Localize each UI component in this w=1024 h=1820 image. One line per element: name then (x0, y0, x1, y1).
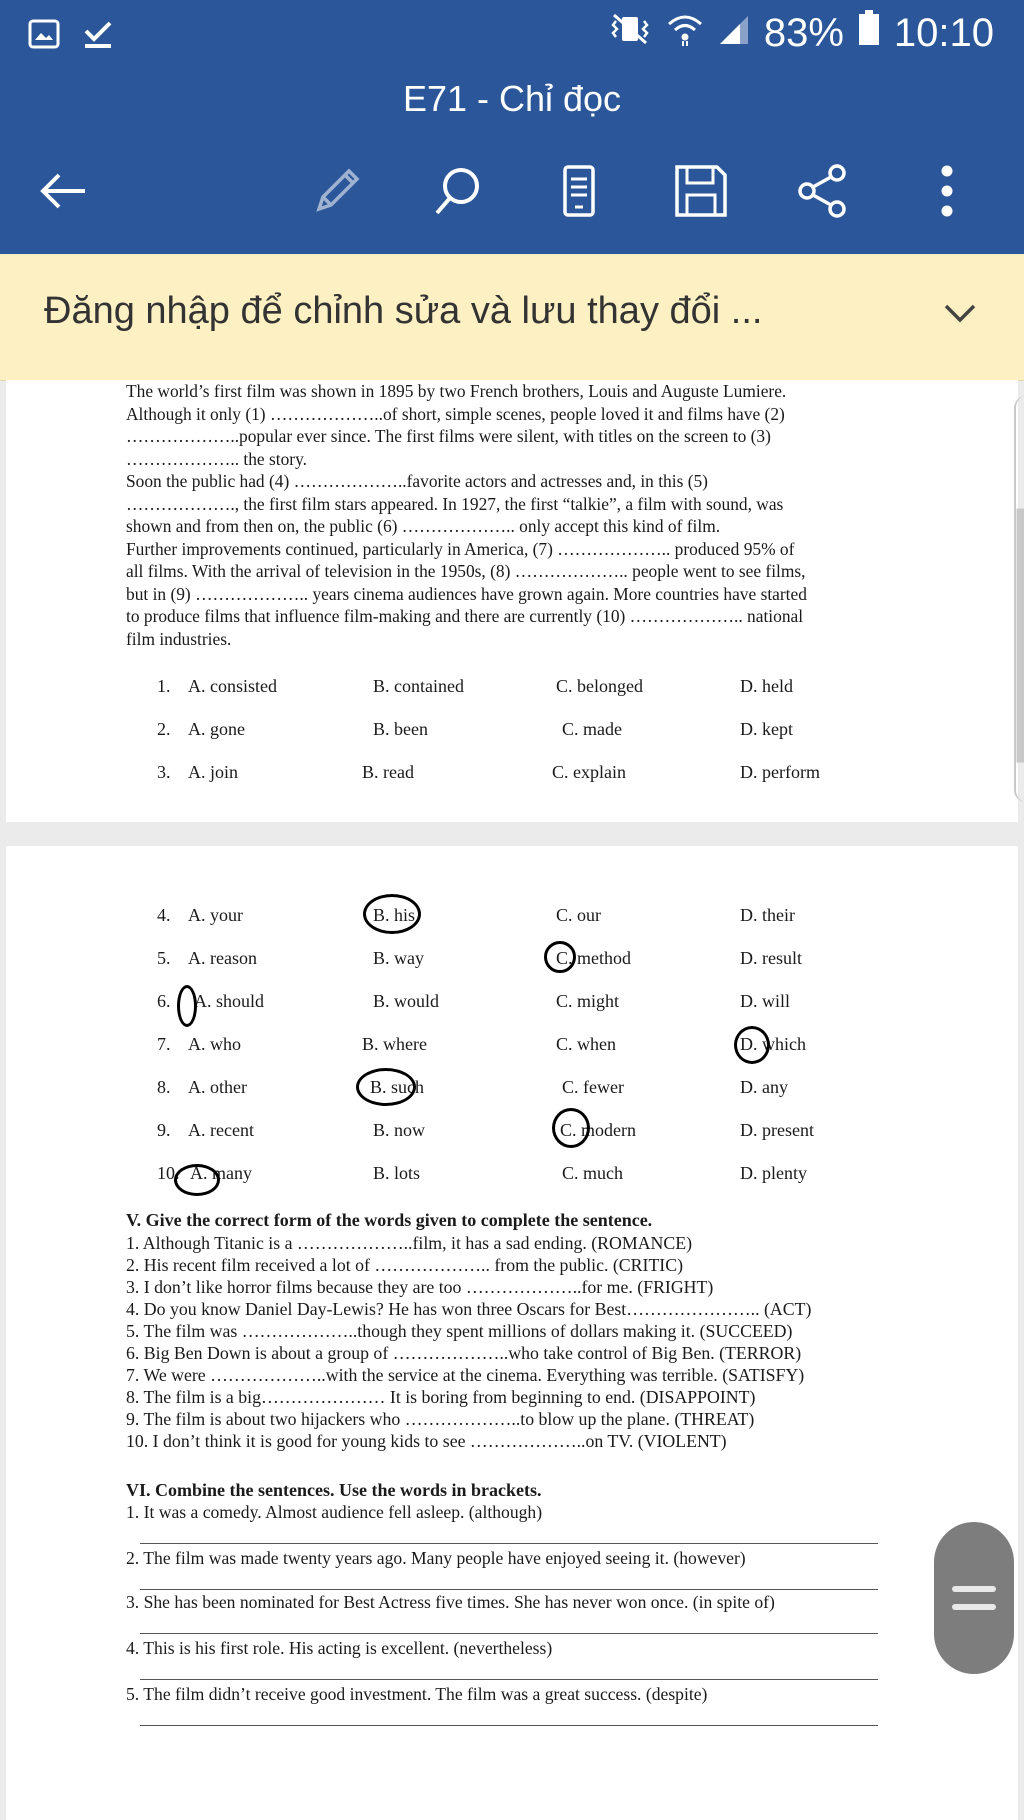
document-page-1 (6, 380, 1018, 822)
option-a: A. recent (188, 1120, 254, 1140)
signal-icon (718, 11, 750, 56)
passage-line: The world’s first film was shown in 1895 by two French brothers, Louis and Auguste Lumiere. (126, 381, 787, 401)
option-d: D. any (740, 1077, 788, 1097)
exercise-item: 6. Big Ben Down is about a group of ………………..who take control of Big Ben. (TERROR) (126, 1343, 802, 1363)
answer-circle-mark (552, 1108, 590, 1148)
document-title: E71 - Chỉ đọc (402, 78, 622, 119)
option-d: D. will (740, 991, 791, 1011)
exercise-item: 2. The film was made twenty years ago. Many people have enjoyed seeing it. (however) (126, 1548, 746, 1568)
option-c: C. modern (560, 1120, 636, 1140)
passage-line: ………………..popular ever since. The first films were silent, with titles on the screen to (3) (126, 426, 771, 446)
section-heading: VI. Combine the sentences. Use the words in brackets. (126, 1480, 542, 1500)
option-b: B. where (362, 1034, 427, 1054)
back-arrow-icon[interactable] (30, 158, 96, 224)
battery-percent: 83% (763, 10, 844, 55)
answer-line (140, 1725, 878, 1726)
image-icon (28, 18, 60, 54)
option-d: D. plenty (740, 1163, 807, 1183)
option-c: C. might (556, 991, 620, 1011)
question-number: 8. (157, 1077, 171, 1097)
option-d: D. kept (740, 719, 793, 739)
exercise-item: 5. The film was ………………..though they spent millions of dollars making it. (SUCCEED) (126, 1321, 793, 1341)
search-icon[interactable] (424, 158, 490, 224)
question-number: 3. (157, 762, 171, 782)
passage-line: film industries. (126, 628, 232, 649)
option-d: D. held (740, 676, 793, 696)
exercise-item: 1. It was a comedy. Almost audience fell asleep. (although) (126, 1502, 543, 1522)
option-b: B. such (370, 1077, 424, 1097)
option-c: C. explain (552, 762, 626, 782)
grip-line (952, 1586, 996, 1592)
passage-line: ………………., the first film stars appeared. In 1927, the first “talkie”, a film with sound, was (126, 493, 784, 514)
answer-circle-mark (174, 1164, 220, 1196)
exercise-item: 4. This is his first role. His acting is excellent. (nevertheless) (126, 1638, 553, 1658)
grip-line (952, 1604, 996, 1610)
answer-line (140, 1589, 878, 1590)
option-c: C. much (562, 1163, 623, 1183)
option-c: C. when (556, 1034, 616, 1054)
app-bar (0, 0, 1024, 254)
option-d: D. which (740, 1034, 806, 1054)
question-number: 10. (157, 1163, 180, 1183)
edit-pencil-icon[interactable] (304, 158, 370, 224)
scroll-handle[interactable] (934, 1522, 1014, 1674)
option-d: D. perform (740, 762, 820, 782)
passage-line: all films. With the arrival of television in the 1950s, (8) ……………….. people went to see films, (126, 561, 806, 581)
option-c: C. belonged (556, 676, 643, 696)
question-number: 7. (157, 1034, 171, 1054)
exercise-item: 3. I don’t like horror films because they are too ………………..for me. (FRIGHT) (126, 1277, 714, 1297)
download-done-icon (82, 18, 114, 54)
question-number: 2. (157, 719, 171, 739)
mute-vibrate-icon (608, 11, 652, 56)
page-edge (1014, 396, 1024, 802)
option-b: B. read (362, 762, 414, 782)
option-a: A. your (188, 905, 243, 925)
option-a: A. gone (188, 719, 245, 739)
passage-line: to produce films that influence film-making and there are currently (10) ……………….. national (126, 606, 804, 626)
passage (126, 380, 946, 650)
exercise-item: 9. The film is about two hijackers who ………………..to blow up the plane. (THREAT) (126, 1409, 755, 1429)
answer-circle-mark (356, 1068, 416, 1106)
answer-line (140, 1633, 878, 1634)
option-d: D. present (740, 1120, 814, 1140)
save-icon[interactable] (668, 158, 734, 224)
question-number: 5. (157, 948, 171, 968)
share-icon[interactable] (790, 158, 856, 224)
passage-line: shown and from then on, the public (6) ……………….. only accept this kind of film. (126, 516, 721, 536)
document-page-2 (6, 846, 1018, 1820)
option-b: B. been (373, 719, 428, 739)
exercise-item: 2. His recent film received a lot of ……………….. from the public. (CRITIC) (126, 1255, 684, 1275)
exercise-item: 1. Although Titanic is a ………………..film, it has a sad ending. (ROMANCE) (126, 1233, 693, 1253)
option-d: D. their (740, 905, 795, 925)
question-number: 1. (157, 676, 171, 696)
battery-icon (858, 10, 880, 56)
option-c: C. fewer (562, 1077, 624, 1097)
option-a: A. reason (188, 948, 257, 968)
option-b: B. way (373, 948, 424, 968)
option-a: A. many (190, 1163, 252, 1183)
exercise-item: 8. The film is a big………………… It is boring from beginning to end. (DISAPPOINT) (126, 1387, 756, 1407)
passage-line: ……………….. the story. (126, 448, 307, 469)
option-b: B. would (373, 991, 440, 1011)
passage-line: Soon the public had (4) ………………..favorite actors and actresses and, in this (5) (126, 471, 708, 491)
option-c: C. made (562, 719, 622, 739)
option-a: A. consisted (188, 676, 277, 696)
passage-line: Further improvements continued, particularly in America, (7) ……………….. produced 95% of (126, 538, 795, 559)
option-d: D. result (740, 948, 802, 968)
exercise-item: 3. She has been nominated for Best Actress five times. She has never won once. (in spite of) (126, 1592, 775, 1612)
answer-line (140, 1679, 878, 1680)
option-b: B. contained (373, 676, 464, 696)
chevron-down-icon[interactable] (942, 300, 978, 330)
question-number: 4. (157, 905, 171, 925)
exercise-item: 5. The film didn’t receive good investment. The film was a great success. (despite) (126, 1684, 708, 1704)
option-a: A. who (188, 1034, 241, 1054)
question-number: 9. (157, 1120, 171, 1140)
option-c: C. method (556, 948, 631, 968)
option-c: C. our (556, 905, 601, 925)
clock: 10:10 (893, 10, 994, 55)
option-b: B. lots (373, 1163, 421, 1183)
answer-circle-mark (734, 1026, 770, 1064)
sign-in-banner-text[interactable]: Đăng nhập để chỉnh sửa và lưu thay đổi ... (44, 290, 763, 332)
status-bar (0, 0, 1024, 74)
reading-view-icon[interactable] (546, 158, 612, 224)
wifi-icon (666, 11, 704, 56)
answer-circle-mark (363, 894, 421, 934)
option-a: A. other (188, 1077, 247, 1097)
option-b: B. now (373, 1120, 426, 1140)
option-a: A. should (194, 991, 265, 1011)
passage-line: but in (9) ……………….. years cinema audiences have grown again. More countries have started (126, 583, 807, 604)
option-a: A. join (188, 762, 239, 782)
question-number: 6. (157, 991, 171, 1011)
section-heading: V. Give the correct form of the words given to complete the sentence. (126, 1210, 653, 1230)
answer-line (140, 1543, 878, 1544)
answer-circle-mark (544, 941, 576, 973)
more-icon[interactable] (914, 158, 980, 224)
answer-circle-mark (177, 985, 197, 1027)
exercise-item: 10. I don’t think it is good for young kids to see ………………..on TV. (VIOLENT) (126, 1431, 727, 1451)
exercise-item: 7. We were ………………..with the service at the cinema. Everything was terrible. (SATISFY) (126, 1365, 805, 1385)
option-b: B. his (373, 905, 416, 925)
exercise-item: 4. Do you know Daniel Day-Lewis? He has won three Oscars for Best………………….. (ACT) (126, 1299, 812, 1319)
passage-line: Although it only (1) ………………..of short, simple scenes, people loved it and films have (2) (126, 403, 785, 424)
